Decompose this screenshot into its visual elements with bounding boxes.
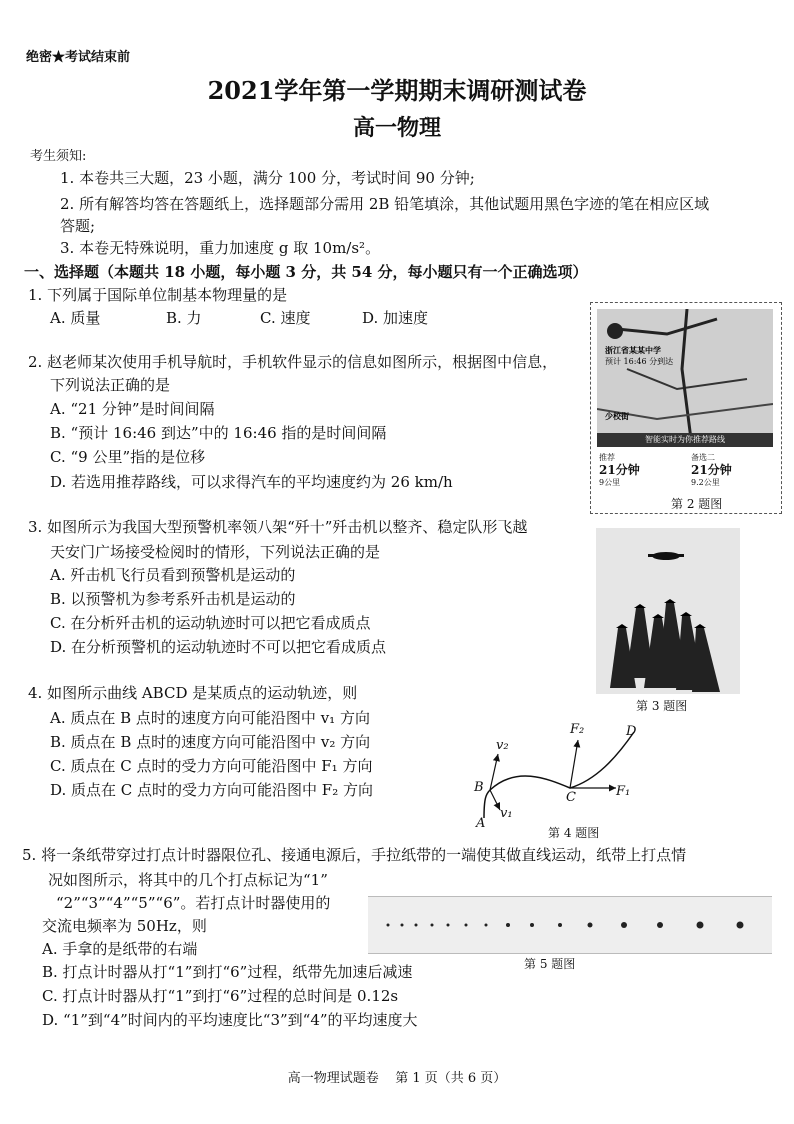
q5-stem-cont-3: 交流电频率为 50Hz，则 bbox=[42, 917, 207, 935]
q4-diagram bbox=[466, 718, 646, 830]
q3-option-a: A. 歼击机飞行员看到预警机是运动的 bbox=[50, 566, 296, 584]
q4-option-d: D. 质点在 C 点时的受力方向可能沿图中 F₂ 方向 bbox=[50, 781, 373, 799]
q2-figure bbox=[590, 302, 782, 514]
q5-stem: 5. 将一条纸带穿过打点计时器限位孔、接通电源后，手拉纸带的一端使其做直线运动，纸带上打点情 bbox=[22, 846, 687, 864]
q1-option-c: C. 速度 bbox=[260, 309, 311, 327]
q5-option-b: B. 打点计时器从打“1”到打“6”过程，纸带先加速后减速 bbox=[42, 963, 413, 981]
q2-caption: 第 2 题图 bbox=[671, 497, 723, 511]
q2-stem: 2. 赵老师某次使用手机导航时，手机软件显示的信息如图所示，根据图中信息， bbox=[28, 353, 558, 371]
q3-option-d: D. 在分析预警机的运动轨迹时不可以把它看成质点 bbox=[50, 638, 387, 656]
exam-subject: 高一物理 bbox=[352, 115, 441, 141]
q2-option-b: B. “预计 16:46 到达”中的 16:46 指的是时间间隔 bbox=[50, 424, 387, 442]
q5-tape bbox=[368, 896, 772, 954]
map-view bbox=[597, 309, 773, 447]
q5-option-d: D. “1”到“4”时间内的平均速度比“3”到“4”的平均速度大 bbox=[42, 1011, 418, 1029]
q2-option-c: C. “9 公里”指的是位移 bbox=[50, 448, 206, 466]
q1-option-a: A. 质量 bbox=[50, 309, 101, 327]
route-1-time: 21分钟 bbox=[599, 463, 640, 477]
q3-option-b: B. 以预警机为参考系歼击机是运动的 bbox=[50, 590, 296, 608]
q5-option-c: C. 打点计时器从打“1”到打“6”过程的总时间是 0.12s bbox=[42, 987, 399, 1005]
map-eta: 预计 16:46 分到达 bbox=[605, 357, 674, 366]
notice-item-3: 3. 本卷无特殊说明，重力加速度 g 取 10m/s²。 bbox=[60, 239, 381, 257]
q4-stem: 4. 如图所示曲线 ABCD 是某质点的运动轨迹，则 bbox=[28, 684, 358, 702]
label-f1: F₁ bbox=[616, 784, 631, 799]
q3-stem-cont: 天安门广场接受检阅时的情形，下列说法正确的是 bbox=[50, 543, 381, 561]
exam-title: 2021学年第一学期期末调研测试卷 bbox=[207, 76, 587, 105]
q4-option-b: B. 质点在 B 点时的速度方向可能沿图中 v₂ 方向 bbox=[50, 733, 371, 751]
route-2-time: 21分钟 bbox=[691, 463, 732, 477]
q1-option-d: D. 加速度 bbox=[362, 309, 429, 327]
route-2-distance: 9.2公里 bbox=[691, 478, 720, 487]
q3-stem: 3. 如图所示为我国大型预警机率领八架“歼十”歼击机以整齐、稳定队形飞越 bbox=[28, 518, 528, 536]
notice-item-2: 2. 所有解答均答在答题纸上，选择题部分需用 2B 铅笔填涂，其他试题用黑色字迹的笔在相应区域 bbox=[60, 195, 710, 213]
notice-heading: 考生须知: bbox=[30, 149, 87, 164]
q3-caption: 第 3 题图 bbox=[636, 699, 688, 713]
route-1-distance: 9公里 bbox=[599, 478, 621, 487]
q1-stem: 1. 下列属于国际单位制基本物理量的是 bbox=[28, 286, 288, 304]
label-c: C bbox=[566, 790, 576, 805]
q2-option-a: A. “21 分钟”是时间间隔 bbox=[50, 400, 215, 418]
page-footer: 高一物理试题卷 第 1 页（共 6 页） bbox=[287, 1071, 507, 1086]
q3-option-c: C. 在分析歼击机的运动轨迹时可以把它看成质点 bbox=[50, 614, 371, 632]
q3-photo bbox=[596, 528, 740, 694]
q5-option-a: A. 手拿的是纸带的右端 bbox=[42, 940, 198, 958]
label-b: B bbox=[474, 780, 484, 795]
map-destination: 浙江省某某中学 bbox=[605, 345, 661, 355]
label-v1: v₁ bbox=[500, 806, 513, 821]
q2-stem-cont: 下列说法正确的是 bbox=[50, 376, 171, 394]
q2-option-d: D. 若选用推荐路线，可以求得汽车的平均速度约为 26 km/h bbox=[50, 473, 453, 491]
q5-stem-cont-2: “2”“3”“4”“5”“6”。若打点计时器使用的 bbox=[56, 894, 331, 912]
q4-option-c: C. 质点在 C 点时的受力方向可能沿图中 F₁ 方向 bbox=[50, 757, 373, 775]
q4-option-a: A. 质点在 B 点时的速度方向可能沿图中 v₁ 方向 bbox=[50, 709, 370, 727]
notice-item-1: 1. 本卷共三大题，23 小题，满分 100 分，考试时间 90 分钟; bbox=[60, 169, 475, 187]
q5-caption: 第 5 题图 bbox=[524, 957, 576, 971]
route-banner: 智能实时为你推荐路线 bbox=[597, 433, 773, 447]
label-f2: F₂ bbox=[570, 722, 585, 737]
label-d: D bbox=[626, 724, 637, 739]
route-2-label: 备选二 bbox=[691, 453, 715, 462]
label-a: A bbox=[476, 816, 486, 831]
notice-item-2-cont: 答题; bbox=[60, 217, 96, 235]
map-place: 少校街 bbox=[605, 411, 629, 421]
label-v2: v₂ bbox=[496, 738, 509, 753]
confidential-mark: 绝密★考试结束前 bbox=[26, 50, 131, 65]
q5-stem-cont-1: 况如图所示，将其中的几个打点标记为“1” bbox=[48, 871, 328, 889]
q4-caption: 第 4 题图 bbox=[548, 826, 600, 840]
route-1-label: 推荐 bbox=[599, 453, 615, 462]
q1-option-b: B. 力 bbox=[166, 309, 202, 327]
section-title: 一、选择题（本题共 18 小题，每小题 3 分，共 54 分，每小题只有一个正确选项） bbox=[24, 263, 588, 281]
